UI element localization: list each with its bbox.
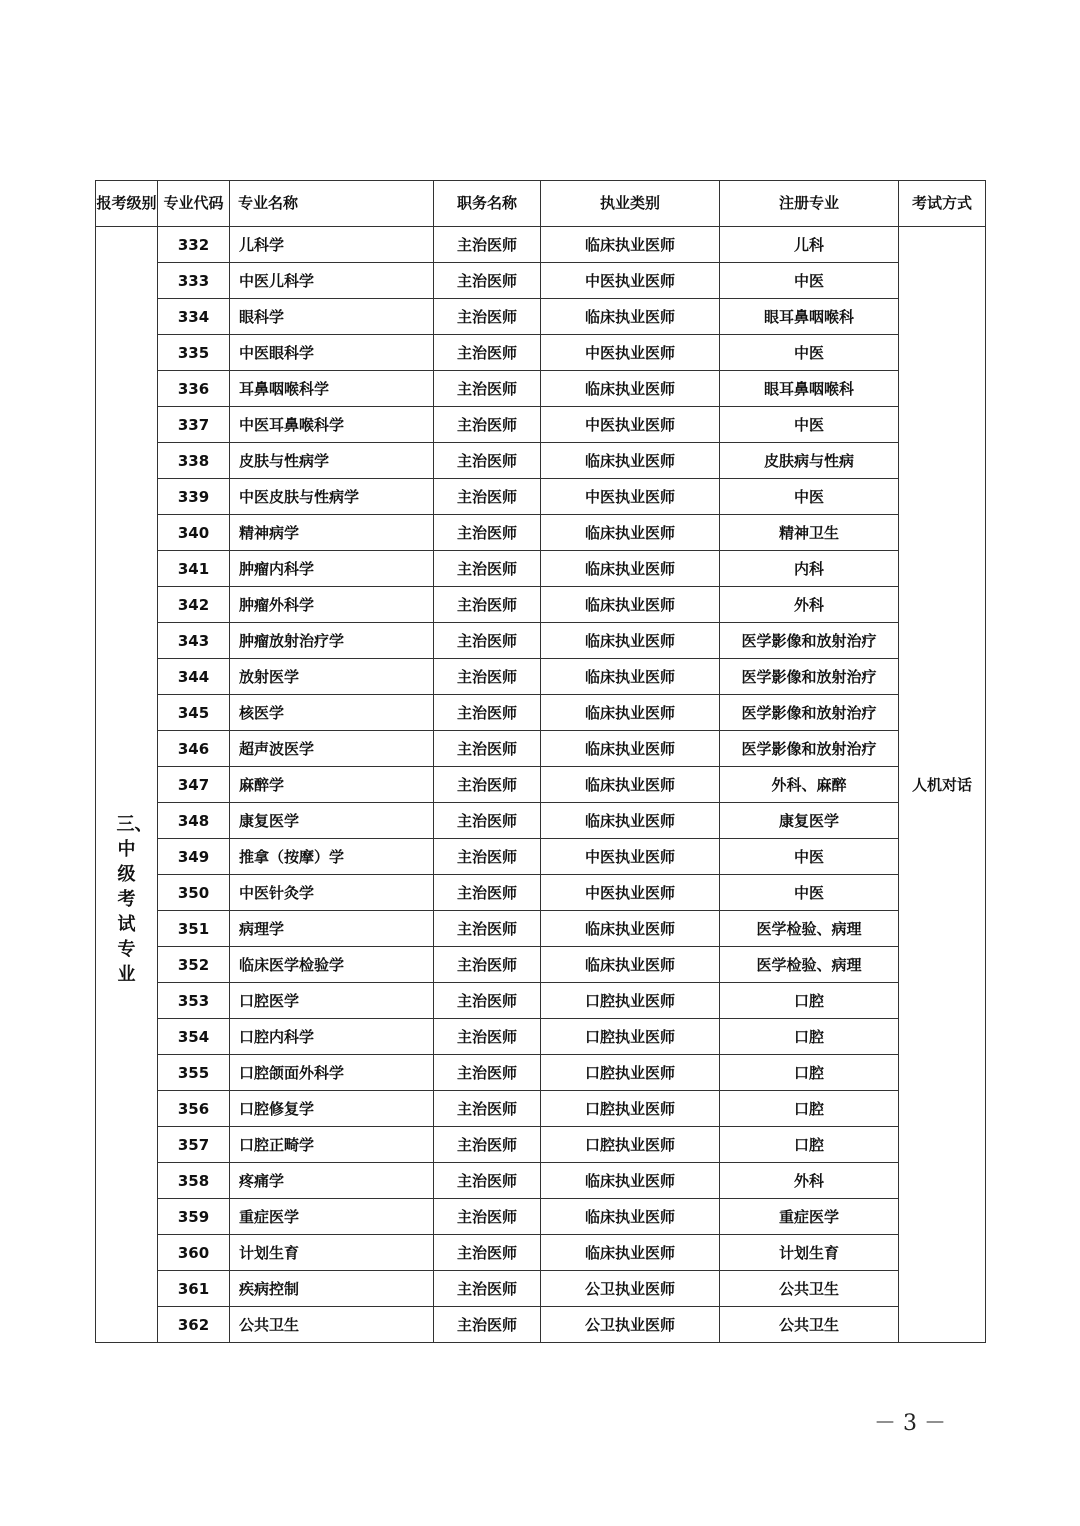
registration-cell: 中医 <box>720 407 899 443</box>
title-cell: 主治医师 <box>434 371 541 407</box>
table-row <box>96 767 986 803</box>
registration-cell: 医学检验、病理 <box>720 947 899 983</box>
code-cell: 334 <box>158 299 230 335</box>
title-cell: 主治医师 <box>434 875 541 911</box>
category-cell: 临床执业医师 <box>541 911 720 947</box>
title-cell: 主治医师 <box>434 443 541 479</box>
code-cell: 335 <box>158 335 230 371</box>
title-cell: 主治医师 <box>434 551 541 587</box>
registration-cell: 内科 <box>720 551 899 587</box>
name-cell: 口腔修复学 <box>230 1091 434 1127</box>
name-cell: 麻醉学 <box>230 767 434 803</box>
title-cell: 主治医师 <box>434 1235 541 1271</box>
code-cell: 348 <box>158 803 230 839</box>
title-cell: 主治医师 <box>434 1019 541 1055</box>
category-cell: 临床执业医师 <box>541 695 720 731</box>
category-cell: 口腔执业医师 <box>541 1127 720 1163</box>
table-row <box>96 479 986 515</box>
category-cell: 中医执业医师 <box>541 407 720 443</box>
level-cell <box>96 227 158 1343</box>
table-row <box>96 659 986 695</box>
name-cell: 核医学 <box>230 695 434 731</box>
registration-cell: 外科 <box>720 1163 899 1199</box>
name-cell: 眼科学 <box>230 299 434 335</box>
name-cell: 肿瘤内科学 <box>230 551 434 587</box>
title-cell: 主治医师 <box>434 1055 541 1091</box>
code-cell: 336 <box>158 371 230 407</box>
name-cell: 重症医学 <box>230 1199 434 1235</box>
name-cell: 放射医学 <box>230 659 434 695</box>
code-cell: 338 <box>158 443 230 479</box>
title-cell: 主治医师 <box>434 983 541 1019</box>
title-cell: 主治医师 <box>434 1199 541 1235</box>
table-row <box>96 1271 986 1307</box>
name-cell: 临床医学检验学 <box>230 947 434 983</box>
registration-cell: 口腔 <box>720 1127 899 1163</box>
code-cell: 344 <box>158 659 230 695</box>
table-row <box>96 335 986 371</box>
name-cell: 口腔内科学 <box>230 1019 434 1055</box>
name-cell: 儿科学 <box>230 227 434 263</box>
registration-cell: 精神卫生 <box>720 515 899 551</box>
code-cell: 356 <box>158 1091 230 1127</box>
code-cell: 343 <box>158 623 230 659</box>
category-cell: 中医执业医师 <box>541 875 720 911</box>
category-cell: 临床执业医师 <box>541 515 720 551</box>
table-row <box>96 515 986 551</box>
title-cell: 主治医师 <box>434 1091 541 1127</box>
registration-cell: 计划生育 <box>720 1235 899 1271</box>
header-name: 专业名称 <box>230 181 434 227</box>
category-cell: 公卫执业医师 <box>541 1307 720 1343</box>
category-cell: 临床执业医师 <box>541 803 720 839</box>
title-cell: 主治医师 <box>434 1127 541 1163</box>
registration-cell: 医学影像和放射治疗 <box>720 623 899 659</box>
table-row <box>96 803 986 839</box>
category-cell: 临床执业医师 <box>541 587 720 623</box>
name-cell: 超声波医学 <box>230 731 434 767</box>
table-row <box>96 1055 986 1091</box>
registration-cell: 医学影像和放射治疗 <box>720 731 899 767</box>
table-row <box>96 1091 986 1127</box>
table-row <box>96 1199 986 1235</box>
registration-cell: 医学影像和放射治疗 <box>720 659 899 695</box>
name-cell: 计划生育 <box>230 1235 434 1271</box>
code-cell: 350 <box>158 875 230 911</box>
name-cell: 口腔正畸学 <box>230 1127 434 1163</box>
name-cell: 推拿（按摩）学 <box>230 839 434 875</box>
name-cell: 肿瘤放射治疗学 <box>230 623 434 659</box>
code-cell: 351 <box>158 911 230 947</box>
code-cell: 347 <box>158 767 230 803</box>
category-cell: 口腔执业医师 <box>541 983 720 1019</box>
code-cell: 345 <box>158 695 230 731</box>
code-cell: 362 <box>158 1307 230 1343</box>
table-row <box>96 623 986 659</box>
code-cell: 359 <box>158 1199 230 1235</box>
title-cell: 主治医师 <box>434 803 541 839</box>
table-row <box>96 695 986 731</box>
table-row <box>96 299 986 335</box>
header-registration: 注册专业 <box>720 181 899 227</box>
name-cell: 口腔医学 <box>230 983 434 1019</box>
header-code: 专业代码 <box>158 181 230 227</box>
name-cell: 病理学 <box>230 911 434 947</box>
table-row <box>96 839 986 875</box>
header-category: 执业类别 <box>541 181 720 227</box>
registration-cell: 中医 <box>720 479 899 515</box>
registration-cell: 中医 <box>720 875 899 911</box>
category-cell: 临床执业医师 <box>541 371 720 407</box>
registration-cell: 皮肤病与性病 <box>720 443 899 479</box>
title-cell: 主治医师 <box>434 515 541 551</box>
registration-cell: 重症医学 <box>720 1199 899 1235</box>
table-row <box>96 1307 986 1343</box>
code-cell: 346 <box>158 731 230 767</box>
name-cell: 耳鼻咽喉科学 <box>230 371 434 407</box>
category-cell: 中医执业医师 <box>541 839 720 875</box>
table-row <box>96 443 986 479</box>
name-cell: 肿瘤外科学 <box>230 587 434 623</box>
specialty-table <box>95 180 986 1343</box>
table-row <box>96 407 986 443</box>
code-cell: 332 <box>158 227 230 263</box>
title-cell: 主治医师 <box>434 1307 541 1343</box>
code-cell: 337 <box>158 407 230 443</box>
title-cell: 主治医师 <box>434 263 541 299</box>
title-cell: 主治医师 <box>434 1163 541 1199</box>
title-cell: 主治医师 <box>434 587 541 623</box>
category-cell: 临床执业医师 <box>541 1235 720 1271</box>
title-cell: 主治医师 <box>434 767 541 803</box>
registration-cell: 眼耳鼻咽喉科 <box>720 299 899 335</box>
name-cell: 中医耳鼻喉科学 <box>230 407 434 443</box>
header-level: 报考级别 <box>96 181 158 227</box>
title-cell: 主治医师 <box>434 407 541 443</box>
table-row <box>96 947 986 983</box>
title-cell: 主治医师 <box>434 623 541 659</box>
method-cell: 人机对话 <box>899 227 986 1343</box>
code-cell: 361 <box>158 1271 230 1307</box>
name-cell: 公共卫生 <box>230 1307 434 1343</box>
category-cell: 口腔执业医师 <box>541 1019 720 1055</box>
page-number: － 3 － <box>874 1411 946 1436</box>
title-cell: 主治医师 <box>434 911 541 947</box>
category-cell: 口腔执业医师 <box>541 1055 720 1091</box>
name-cell: 中医眼科学 <box>230 335 434 371</box>
title-cell: 主治医师 <box>434 479 541 515</box>
name-cell: 疾病控制 <box>230 1271 434 1307</box>
code-cell: 352 <box>158 947 230 983</box>
category-cell: 临床执业医师 <box>541 551 720 587</box>
registration-cell: 口腔 <box>720 1019 899 1055</box>
registration-cell: 外科 <box>720 587 899 623</box>
header-title: 职务名称 <box>434 181 541 227</box>
name-cell: 精神病学 <box>230 515 434 551</box>
table-row <box>96 875 986 911</box>
title-cell: 主治医师 <box>434 731 541 767</box>
table-row <box>96 263 986 299</box>
table-row <box>96 983 986 1019</box>
name-cell: 康复医学 <box>230 803 434 839</box>
table-row <box>96 587 986 623</box>
category-cell: 临床执业医师 <box>541 659 720 695</box>
category-cell: 公卫执业医师 <box>541 1271 720 1307</box>
code-cell: 333 <box>158 263 230 299</box>
name-cell: 皮肤与性病学 <box>230 443 434 479</box>
registration-cell: 口腔 <box>720 983 899 1019</box>
category-cell: 临床执业医师 <box>541 1163 720 1199</box>
code-cell: 354 <box>158 1019 230 1055</box>
registration-cell: 中医 <box>720 263 899 299</box>
category-cell: 中医执业医师 <box>541 335 720 371</box>
category-cell: 临床执业医师 <box>541 1199 720 1235</box>
registration-cell: 医学检验、病理 <box>720 911 899 947</box>
registration-cell: 康复医学 <box>720 803 899 839</box>
category-cell: 临床执业医师 <box>541 227 720 263</box>
category-cell: 临床执业医师 <box>541 947 720 983</box>
level-label: 三、中级考试专业 <box>116 814 153 985</box>
table-row <box>96 1235 986 1271</box>
code-cell: 360 <box>158 1235 230 1271</box>
category-cell: 中医执业医师 <box>541 479 720 515</box>
category-cell: 中医执业医师 <box>541 263 720 299</box>
name-cell: 中医皮肤与性病学 <box>230 479 434 515</box>
name-cell: 口腔颌面外科学 <box>230 1055 434 1091</box>
title-cell: 主治医师 <box>434 335 541 371</box>
category-cell: 临床执业医师 <box>541 443 720 479</box>
code-cell: 353 <box>158 983 230 1019</box>
code-cell: 339 <box>158 479 230 515</box>
registration-cell: 口腔 <box>720 1055 899 1091</box>
table-row <box>96 227 986 263</box>
registration-cell: 中医 <box>720 839 899 875</box>
code-cell: 340 <box>158 515 230 551</box>
table-row <box>96 911 986 947</box>
code-cell: 342 <box>158 587 230 623</box>
category-cell: 临床执业医师 <box>541 623 720 659</box>
registration-cell: 公共卫生 <box>720 1307 899 1343</box>
title-cell: 主治医师 <box>434 1271 541 1307</box>
category-cell: 临床执业医师 <box>541 767 720 803</box>
code-cell: 341 <box>158 551 230 587</box>
name-cell: 中医儿科学 <box>230 263 434 299</box>
registration-cell: 儿科 <box>720 227 899 263</box>
table-header <box>96 181 986 227</box>
category-cell: 临床执业医师 <box>541 731 720 767</box>
code-cell: 349 <box>158 839 230 875</box>
category-cell: 临床执业医师 <box>541 299 720 335</box>
table-row <box>96 1019 986 1055</box>
registration-cell: 中医 <box>720 335 899 371</box>
header-method: 考试方式 <box>899 181 986 227</box>
title-cell: 主治医师 <box>434 839 541 875</box>
registration-cell: 眼耳鼻咽喉科 <box>720 371 899 407</box>
name-cell: 疼痛学 <box>230 1163 434 1199</box>
code-cell: 358 <box>158 1163 230 1199</box>
title-cell: 主治医师 <box>434 695 541 731</box>
title-cell: 主治医师 <box>434 659 541 695</box>
name-cell: 中医针灸学 <box>230 875 434 911</box>
title-cell: 主治医师 <box>434 227 541 263</box>
registration-cell: 公共卫生 <box>720 1271 899 1307</box>
table-row <box>96 1163 986 1199</box>
code-cell: 357 <box>158 1127 230 1163</box>
title-cell: 主治医师 <box>434 947 541 983</box>
category-cell: 口腔执业医师 <box>541 1091 720 1127</box>
table-body <box>96 227 986 1343</box>
header-row <box>96 181 986 227</box>
table-row <box>96 371 986 407</box>
registration-cell: 外科、麻醉 <box>720 767 899 803</box>
table-row <box>96 731 986 767</box>
table-row <box>96 1127 986 1163</box>
code-cell: 355 <box>158 1055 230 1091</box>
title-cell: 主治医师 <box>434 299 541 335</box>
registration-cell: 口腔 <box>720 1091 899 1127</box>
table-row <box>96 551 986 587</box>
registration-cell: 医学影像和放射治疗 <box>720 695 899 731</box>
